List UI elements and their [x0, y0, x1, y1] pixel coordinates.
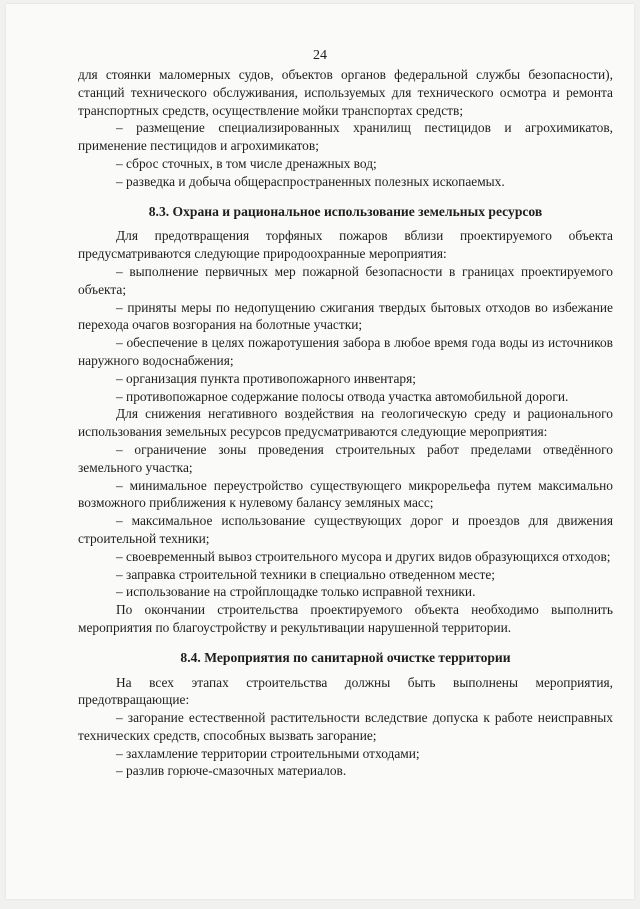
list-item: – загорание естественной растительности вследствие допуска к работе неисправных технических средств, способных вызвать загорание;: [78, 710, 613, 743]
paragraph: На всех этапах строительства должны быть выполнены мероприятия, предотвращающие:: [78, 674, 613, 708]
paragraph: Для снижения негативного воздействия на геологическую среду и рационального использования земельных ресурсов предусматриваются следующие мероприятия:: [78, 406, 613, 440]
list-item: – обеспечение в целях пожаротушения забора в любое время года воды из источников наружного водоснабжения;: [78, 335, 613, 368]
list-item: – организация пункта противопожарного инвентаря;: [116, 370, 416, 386]
page-content: [78, 66, 613, 780]
section-heading-8-3: 8.3. Охрана и рациональное использование земельных ресурсов: [148, 203, 543, 219]
list-item: – разлив горюче-смазочных материалов.: [116, 763, 347, 779]
list-item: – захламление территории строительными отходами;: [116, 745, 420, 761]
list-item: – минимальное переустройство существующего микрорельефа путем максимально возможного приближения к нулевому балансу земляных масс;: [78, 477, 613, 511]
list-item: – приняты меры по недопущению сжигания твердых бытовых отходов во избежание перехода очагов возгорания на болотные участки;: [78, 299, 613, 333]
section-heading-8-4: 8.4. Мероприятия по санитарной очистке территории: [180, 649, 511, 665]
list-item: – сброс сточных, в том числе дренажных вод;: [116, 155, 377, 171]
list-item: – выполнение первичных мер пожарной безопасности в границах проектируемого объекта;: [78, 263, 613, 297]
page-number: 24: [313, 48, 327, 63]
paragraph: для стоянки маломерных судов, объектов органов федеральной службы безопасности), станций технического обслуживания, используемых для технического осмотра и ремонта транспортных средств, осуществление мойки транспортах средств;: [78, 67, 613, 118]
list-item: – разведка и добыча общераспространенных полезных ископаемых.: [116, 173, 505, 189]
list-item: – своевременный вывоз строительного мусора и других видов образующихся отходов;: [116, 548, 611, 564]
list-item: – заправка строительной техники в специально отведенном месте;: [116, 566, 496, 582]
paragraph: Для предотвращения торфяных пожаров вблизи проектируемого объекта предусматриваются следующие природоохранные мероприятия:: [78, 228, 613, 262]
list-item: – противопожарное содержание полосы отвода участка автомобильной дороги.: [116, 388, 569, 404]
list-item: – максимальное использование существующих дорог и проездов для движения строительной техники;: [78, 513, 613, 546]
paragraph: По окончании строительства проектируемого объекта необходимо выполнить мероприятия по благоустройству и рекультивации нарушенной территории.: [78, 602, 613, 635]
list-item: – ограничение зоны проведения строительных работ пределами отведённого земельного участка;: [78, 441, 613, 475]
document-page: [6, 4, 634, 899]
list-item: – использование на стройплощадке только исправной техники.: [116, 584, 476, 600]
list-item: – размещение специализированных хранилищ пестицидов и агрохимикатов, применение пестицидов и агрохимикатов;: [78, 120, 613, 154]
